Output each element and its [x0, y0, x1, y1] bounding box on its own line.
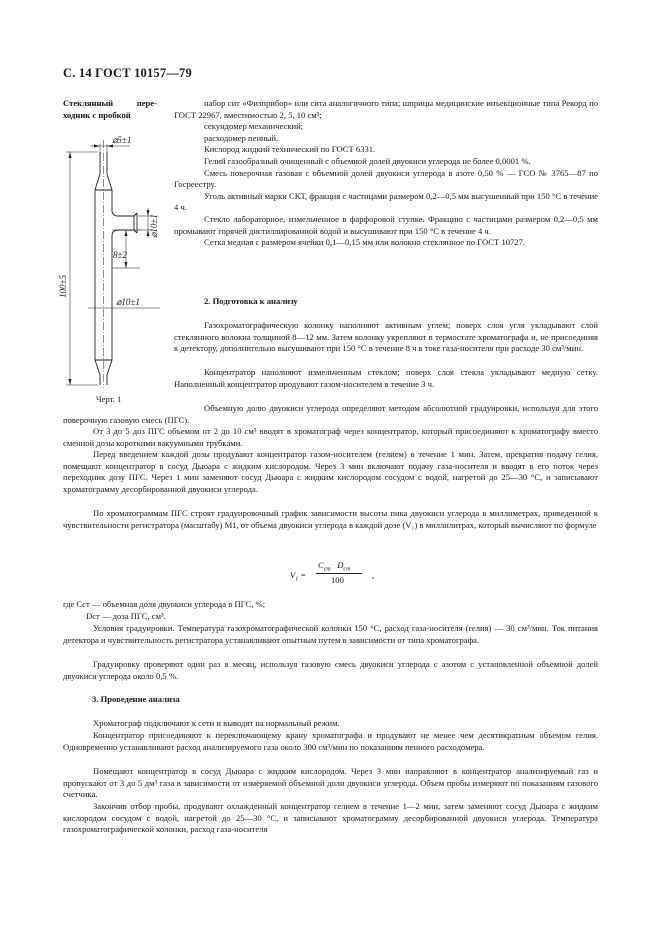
materials-list: [174, 98, 598, 249]
formula-lhs: V: [290, 570, 296, 580]
formula-c-sub: ст: [323, 566, 331, 573]
section-2-paragraph: По хроматограммам ПГС строят градуировочный график зависимости высоты пика двуокиси углерода в миллиметрах, приведенной к чувствительности регистратора (масштабу) М1, от объема двуокиси углерода в каждой дозе (V₁) в миллилитрах, который вычисляют по формуле: [63, 508, 598, 530]
calibration-formula: $V_1$ = $C_{ст}$ $D_{ст}$ 100 ,: [290, 560, 375, 585]
figure-title: Стеклянный пере-ходник с пробкой: [63, 98, 157, 120]
formula-legend: Dст — доза ПГС, см³.: [86, 611, 166, 621]
section-3-heading: 3. Проведение анализа: [92, 694, 180, 704]
list-item: Сетка медная с размером ячейки 0,1—0,15 мм или волокно стеклянное по ГОСТ 10727.: [204, 237, 526, 248]
formula-c: C: [318, 560, 324, 570]
section-2-paragraph: Градуировку проверяют один раз в месяц, используя газовую смесь двуокиси углерода с азотом с установленной объемной долей двуокиси углерода около 0,5 %.: [63, 659, 598, 681]
section-2-paragraph: От 3 до 5 доз ПГС объемом от 2 до 10 см³ вводят в хроматограф через концентратор, который присоединяют к хроматографу вместо сменной дозы короткими вакуумными трубками.: [63, 426, 598, 448]
list-item: набор сит «Физприбор» или сита аналогичного типа; шприцы медицинские инъекционные типа Рекорд по ГОСТ 22967, вместимостью 2, 5, 10 см³;: [174, 98, 598, 120]
list-item: секундомер механический;: [204, 121, 304, 132]
section-2-paragraph: Объемную долю двуокиси углерода определяют методом абсолютной градуировки, используя для этого поверочную газовую смесь (ПГС).: [63, 403, 598, 425]
formula-d: D: [337, 560, 344, 570]
fraction-bar: [316, 573, 362, 574]
dim-offset: 8±2: [113, 250, 127, 260]
section-2-paragraph: Газохроматографическую колонку наполняют активным углем; поверх слоя угля укладывают слой стеклянного волокна толщиной 8—12 мм. Затем колонку укрепляют в термостате хроматографа и, не присоединяя к детектору, дополнительно высушивают при 150 °С в течение 8 ч в токе газа-носителя при расходе 30 см³/мин.: [174, 320, 598, 354]
section-2-paragraph: Условия градуировки. Температура газохроматографической колонки 150 °С, расход газа-носителя (гелия) — 30 см³/мин. Ток питания детектора и чувствительность регистратора устанавливают опытным путем в зависимости от типа хроматографа.: [63, 623, 598, 645]
page-header: С. 14 ГОСТ 10157—79: [63, 66, 192, 80]
section-3-paragraph: Закончив отбор пробы, продувают охлажденный концентратор гелием в течение 1—2 мин, затем заменяют сосуд Дьюара с жидким кислородом сосудом с водой, нагретой до 25—30 °С, и записывают хроматограмму десорбированной двуокиси углерода. Температура газохроматографической колонки, расход газа-носителя: [63, 801, 598, 835]
list-item: Гелий газообразный очищенный с объемной долей двуокиси углерода не более 0,0001 %.: [204, 155, 531, 166]
formula-lhs-sub: 1: [295, 576, 299, 583]
section-3-paragraph: Хроматограф подключают к сети и выводят на нормальный режим.: [93, 718, 340, 728]
list-item: Стекло лабораторное, измельченное в фарфоровой ступке. Фракцию с частицами размером 0,2—0,5 мм промывают горячей дистиллированной водой и высушивают при 150 °С в течение 4 ч.: [174, 213, 598, 236]
section-2-paragraph: Перед введением каждой дозы продувают концентратор газом-носителем (гелием) в течение 1 мин. Затем, прекратив подачу гелия, помещают концентратор в сосуд Дьюара с жидким кислородом. Через 3 мин включают подачу газа-носителя и вводят в его поток через переходник дозу ПГС. Через 1 мин заменяют сосуд Дьюара с жидким кислородом сосудом с водой, нагретой до 25—30 °С, и записывают хроматограмму десорбированной двуокиси углерода.: [63, 449, 598, 494]
formula-d-sub: ст: [343, 566, 351, 573]
dim-body-diameter: ⌀10±1: [116, 297, 140, 307]
list-item: Уголь активный марки СКТ, фракция с частицами размером 0,2—0,5 мм высушенный при 150 °С в течение 4 ч.: [174, 190, 598, 213]
figure-caption: Черт. 1: [96, 394, 122, 404]
formula-legend: где Cст — объемная доля двуокиси углерода в ПГС, %;: [63, 599, 266, 609]
section-2-heading: 2. Подготовка к анализу: [204, 296, 298, 306]
section-3-paragraph: Помещают концентратор в сосуд Дьюара с жидким кислородом. Через 3 мин направляют в концентратор анализируемый газ и пропускают от 3 до 5 дм³ газа в зависимости от измеряемой объемной доли двуокиси углерода. Объем пробы измеряют по показаниям газового счетчика.: [63, 766, 598, 800]
dim-side-diameter: ⌀10±1: [149, 214, 159, 238]
section-2-paragraph: Концентратор наполняют измельченным стеклом; поверх слоя стекла укладывают медную сетку. Наполненный концентратор продувают газом-носителем в течение 3 ч.: [174, 367, 598, 389]
adapter-drawing: [60, 130, 170, 390]
section-3-paragraph: Концентратор присоединяют к переключающему крану хроматографа и продувают не менее чем десятикратным объемом гелия. Одновременно устанавливают расход анализируемого газа около 300 см³/мин по показаниям пенного расходомера.: [63, 730, 598, 752]
formula-denominator: 100: [331, 575, 344, 585]
list-item: Кислород жидкий технический по ГОСТ 6331.: [204, 144, 376, 155]
list-item: расходомер пенный.: [204, 132, 279, 143]
dim-top-diameter: ⌀5±1: [112, 135, 132, 145]
formula-tail: ,: [372, 570, 375, 580]
list-item: Смесь поверочная газовая с объемной долей двуокиси углерода в азоте 0,50 % — ГСО № 3765—87 по Госреестру.: [174, 167, 598, 190]
dim-total-length: 100±5: [58, 275, 68, 298]
